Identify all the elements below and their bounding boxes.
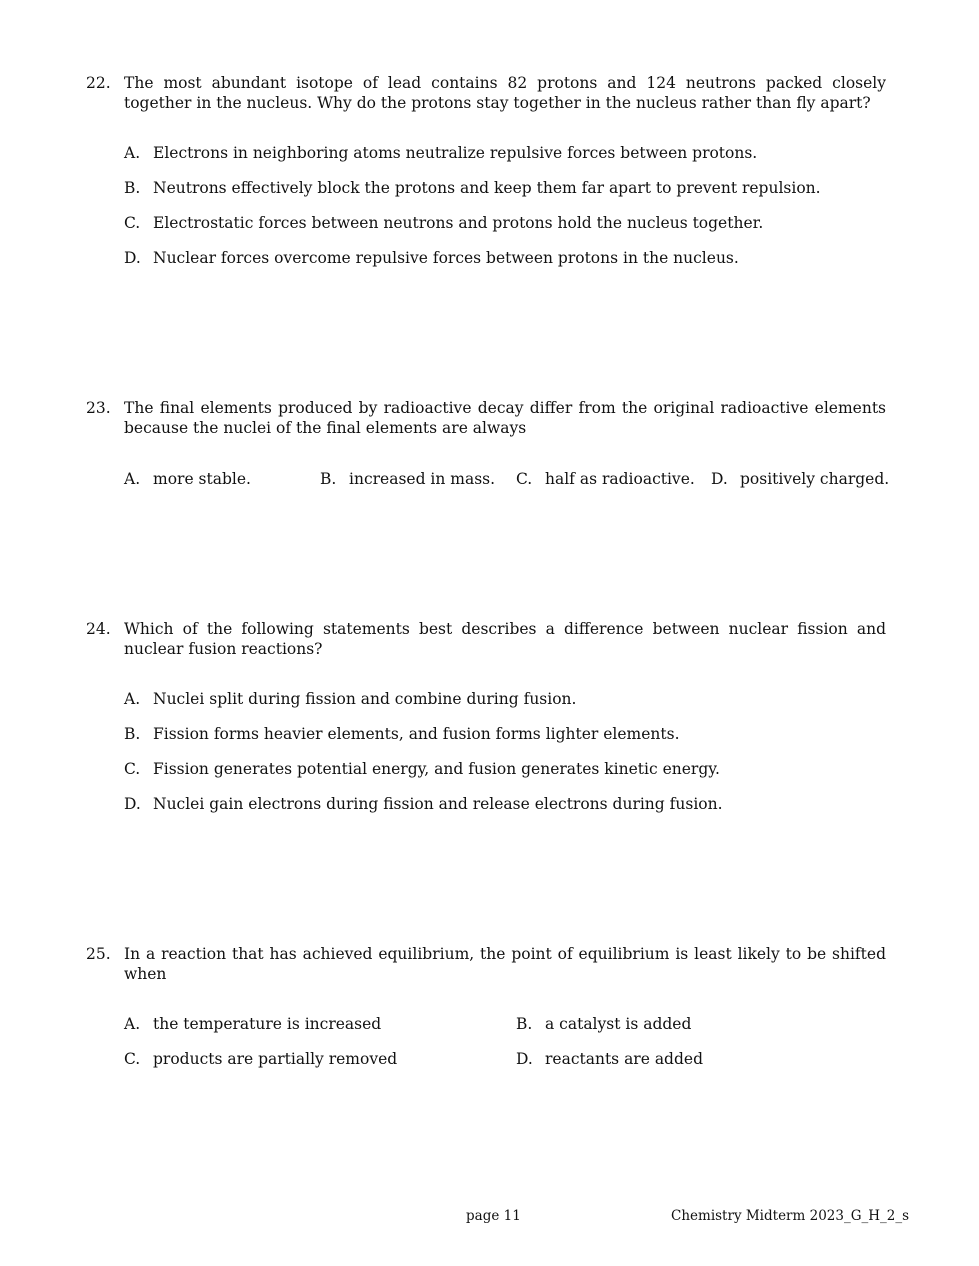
- option-23-a[interactable]: [124, 470, 251, 488]
- option-text: half as radioactive.: [545, 470, 695, 488]
- option-text: products are partially removed: [153, 1050, 398, 1068]
- option-label: D.: [124, 249, 141, 267]
- option-25-c[interactable]: [124, 1050, 397, 1068]
- option-label: B.: [124, 179, 141, 197]
- option-22-b[interactable]: [124, 179, 821, 197]
- option-text: Nuclei split during fission and combine during fusion.: [153, 690, 577, 708]
- option-label: D.: [711, 470, 728, 488]
- page-number: page 11: [466, 1208, 521, 1224]
- question-24: [86, 620, 886, 659]
- option-text: a catalyst is added: [545, 1015, 692, 1033]
- option-text: increased in mass.: [349, 470, 496, 488]
- option-22-a[interactable]: [124, 144, 757, 162]
- option-text: Electrostatic forces between neutrons and protons hold the nucleus together.: [153, 214, 764, 232]
- option-24-d[interactable]: [124, 795, 723, 813]
- option-text: positively charged.: [740, 470, 890, 488]
- option-label: C.: [124, 760, 141, 778]
- option-label: A.: [124, 1015, 141, 1033]
- option-text: Neutrons effectively block the protons and keep them far apart to prevent repulsion.: [153, 179, 821, 197]
- option-label: D.: [516, 1050, 533, 1068]
- option-label: C.: [124, 1050, 141, 1068]
- option-label: A.: [124, 470, 141, 488]
- option-24-c[interactable]: [124, 760, 720, 778]
- question-number: 24.: [86, 620, 111, 638]
- question-text: The most abundant isotope of lead contains 82 protons and 124 neutrons packed closely together in the nucleus. Why do the protons stay together in the nucleus rather than fly apart?: [124, 74, 886, 112]
- option-label: C.: [124, 214, 141, 232]
- question-23: [86, 399, 886, 438]
- question-text: In a reaction that has achieved equilibrium, the point of equilibrium is least likely to be shifted when: [124, 945, 886, 983]
- option-25-a[interactable]: [124, 1015, 381, 1033]
- option-text: Electrons in neighboring atoms neutralize repulsive forces between protons.: [153, 144, 758, 162]
- option-label: C.: [516, 470, 533, 488]
- option-23-b[interactable]: [320, 470, 495, 488]
- option-22-c[interactable]: [124, 214, 763, 232]
- option-text: reactants are added: [545, 1050, 703, 1068]
- question-25: [86, 945, 886, 984]
- option-22-d[interactable]: [124, 249, 739, 267]
- option-label: D.: [124, 795, 141, 813]
- question-number: 22.: [86, 74, 111, 92]
- option-24-a[interactable]: [124, 690, 576, 708]
- question-22: [86, 74, 886, 113]
- option-25-b[interactable]: [516, 1015, 691, 1033]
- option-label: B.: [320, 470, 337, 488]
- option-text: Fission generates potential energy, and fusion generates kinetic energy.: [153, 760, 720, 778]
- option-label: A.: [124, 690, 141, 708]
- option-text: Nuclei gain electrons during fission and release electrons during fusion.: [153, 795, 723, 813]
- option-text: Fission forms heavier elements, and fusion forms lighter elements.: [153, 725, 680, 743]
- question-number: 23.: [86, 399, 111, 417]
- option-23-d[interactable]: [711, 470, 889, 488]
- question-text: Which of the following statements best describes a difference between nuclear fission and nuclear fusion reactions?: [124, 620, 886, 658]
- document-id: Chemistry Midterm 2023_G_H_2_s: [671, 1208, 910, 1224]
- option-24-b[interactable]: [124, 725, 680, 743]
- question-text: The final elements produced by radioactive decay differ from the original radioactive elements because the nuclei of the final elements are always: [124, 399, 886, 437]
- option-label: B.: [124, 725, 141, 743]
- option-25-d[interactable]: [516, 1050, 703, 1068]
- option-label: B.: [516, 1015, 533, 1033]
- option-23-c[interactable]: [516, 470, 695, 488]
- option-label: A.: [124, 144, 141, 162]
- option-text: Nuclear forces overcome repulsive forces between protons in the nucleus.: [153, 249, 739, 267]
- option-text: the temperature is increased: [153, 1015, 382, 1033]
- option-text: more stable.: [153, 470, 251, 488]
- question-number: 25.: [86, 945, 111, 963]
